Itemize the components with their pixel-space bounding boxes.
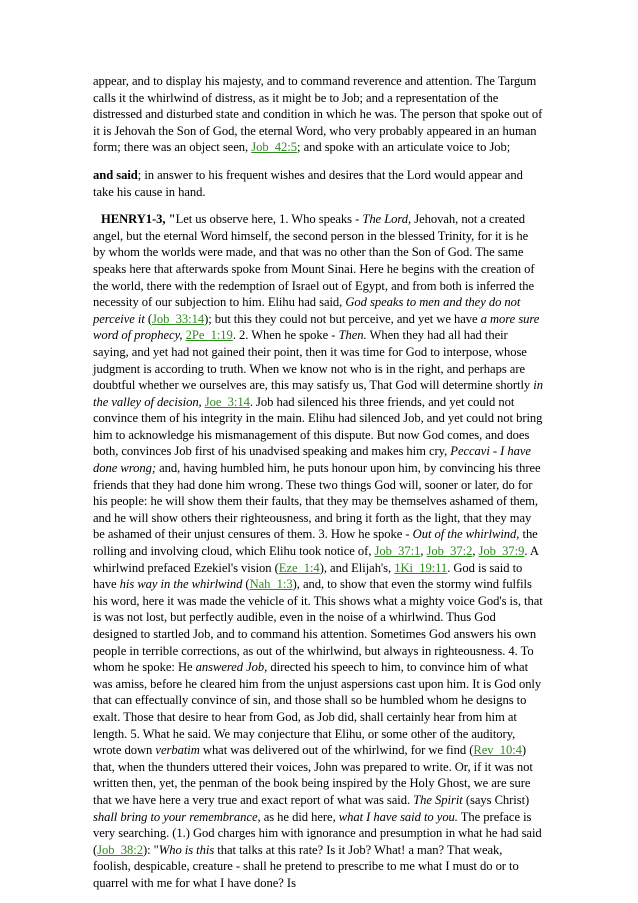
scripture-reference-link[interactable]: Nah_1:3 bbox=[249, 577, 293, 592]
italic-text: his way in the whirlwind bbox=[119, 577, 243, 592]
scripture-reference-link[interactable]: Joe_3:14 bbox=[204, 394, 250, 409]
italic-text: shall bring to your remembrance, bbox=[93, 809, 261, 824]
italic-text: God speaks to men and they do not perceive it bbox=[93, 295, 521, 326]
scripture-reference-link[interactable]: Job_33:14 bbox=[152, 311, 205, 326]
bold-text: HENRY1-3, " bbox=[101, 212, 176, 227]
paragraph-and-said bbox=[93, 167, 543, 200]
text-run: ) that, when the thunders uttered their voices, John was prepared to write. Or, if it was not written then, yet, the penman of the book being inspired by the Holy Ghost, we are sure that we have here a very true and exact report of what was said. bbox=[93, 743, 533, 807]
text-run: ), and, to show that even the stormy wind fulfils his word, here it was made the vehicle of it. This shows what a mighty voice God's is, that is was not lost, but perfectly audible, even in the noise of a whirlwind. Thus God designed to startled Job, and to command his attention. Sometimes God answers his own people in terrible corrections, as out of the whirlwind, but always in righteousness. 4. To whom he spoke: He bbox=[93, 577, 543, 675]
text-run: ); but this they could not but perceive, and yet we have bbox=[204, 311, 481, 326]
italic-text: Out of the whirlwind, bbox=[412, 527, 520, 542]
text-run: The preface is very searching. (1.) God charges him with ignorance and presumption in what he had said ( bbox=[93, 809, 542, 857]
scripture-reference-link[interactable]: 1Ki_19:11 bbox=[394, 560, 448, 575]
scripture-reference-link[interactable]: Job_37:2 bbox=[426, 544, 473, 559]
italic-text: in the valley of decision, bbox=[93, 378, 543, 409]
scripture-reference-link[interactable]: 2Pe_1:19 bbox=[185, 328, 233, 343]
text-run: what was delivered out of the whirlwind, for we find ( bbox=[199, 743, 474, 758]
document-body bbox=[93, 73, 543, 903]
text-run: directed his speech to him, to convince him of what was amiss, before he cleared him from the unjust aspersions cast upon him. It is God only that can effectually convince of sin, and those shall so be humbled whom he designs to exalt. Those that desire to hear from God, as Job did, shall certainly hear from him at length. 5. What he said. We may conjecture that Elihu, or some other of the auditory, wrote down bbox=[93, 660, 542, 758]
text-run: appear, and to display his majesty, and to command reverence and attention. The Targum calls it the whirlwind of distress, as it might be to Job; and a representation of the distressed and disturbed state and condition in which he was. The person that spoke out of it is Jehovah the Son of God, the eternal Word, who very probably appeared in an human form; there was an object seen, bbox=[93, 74, 543, 155]
text-run: ( bbox=[144, 311, 153, 326]
scripture-reference-link[interactable]: Job_37:1 bbox=[374, 544, 421, 559]
text-run: Let us observe here, 1. Who speaks - bbox=[175, 212, 363, 227]
text-run: (says Christ) bbox=[462, 792, 530, 807]
text-run: ; and spoke with an articulate voice to Job; bbox=[297, 140, 511, 155]
scripture-reference-link[interactable]: Job_42:5 bbox=[251, 140, 298, 155]
scripture-reference-link[interactable]: Rev_10:4 bbox=[473, 743, 522, 758]
text-run: . Job had silenced his three friends, and yet could not convince them of his integrity in the main. Elihu had silenced Job, and yet could not bring him to acknowledge his mismanagement of this dispute. But now God comes, and does both, convinces Job first of his unadvised speaking and makes him cry, bbox=[93, 394, 543, 459]
scripture-reference-link[interactable]: Job_38:2 bbox=[97, 842, 143, 857]
text-run: . God is said to have bbox=[93, 560, 523, 592]
text-run: that talks at this rate? Is it Job? What! a man? That weak, foolish, despicable, creature - shall he pretend to prescribe to me what I must do or to quarrel with me for what I have done? Is bbox=[93, 842, 519, 890]
text-run: ): " bbox=[142, 842, 159, 857]
scripture-reference-link[interactable]: Eze_1:4 bbox=[278, 560, 320, 575]
text-run: the rolling and involving cloud, which Elihu took notice of, bbox=[93, 527, 538, 559]
text-run: , bbox=[420, 544, 427, 559]
bold-text: and said bbox=[93, 167, 138, 182]
italic-text: The Spirit bbox=[413, 792, 463, 807]
text-run: , bbox=[472, 544, 479, 559]
text-run: ; in answer to his frequent wishes and desires that the Lord would appear and take his cause in hand. bbox=[93, 167, 523, 199]
paragraph-whirlwind-note bbox=[93, 73, 543, 156]
text-run: When they had all had their saying, and yet had not gained their point, then it was time for God to interpose, whose judgment is according to truth. When we know not who is in the right, and perhaps are doubtful whether we ourselves are, this may satisfy us, That God will determine shortly bbox=[93, 328, 534, 393]
scripture-reference-link[interactable]: Job_37:9 bbox=[478, 544, 525, 559]
paragraph-henry-commentary bbox=[93, 211, 543, 891]
italic-text: Then. bbox=[338, 328, 367, 343]
italic-text: Peccavi - I have done wrong; bbox=[93, 444, 531, 476]
text-run: as he did here, bbox=[260, 809, 339, 824]
text-run: and, having humbled him, he puts honour upon him, by convincing his three friends that they had done him wrong. These two things God will, sooner or later, do for his people: he will show them their faults, that they may be themselves ashamed of them, and he will show others their righteousness, and bring it forth as the light, that they may be ashamed of their unjust censures of them. 3. How he spoke - bbox=[93, 461, 541, 542]
text-run: . 2. When he spoke - bbox=[232, 328, 339, 343]
italic-text: a more sure word of prophecy, bbox=[93, 311, 540, 343]
italic-text: verbatim bbox=[155, 743, 200, 758]
italic-text: The Lord, bbox=[362, 212, 412, 227]
text-run: ), and Elijah's, bbox=[319, 560, 395, 575]
italic-text: what I have said to you. bbox=[338, 809, 458, 824]
italic-text: answered Job, bbox=[195, 660, 268, 675]
italic-text: Who is this bbox=[158, 842, 215, 857]
text-run: Jehovah, not a created angel, but the eternal Word himself, the second person in the blessed Trinity, for it is he by whom the worlds were made, and that was no other than the Son of God. The same speaks here that afterwards spoke from Mount Sinai. Here he begins with the creation of the world, there with the redemption of Israel out of Egypt, and from both is inferred the necessity of our subjection to him. Elihu had said, bbox=[93, 212, 535, 310]
text-run: . A whirlwind prefaced Ezekiel's vision ( bbox=[93, 544, 539, 575]
text-run: ( bbox=[242, 577, 250, 592]
